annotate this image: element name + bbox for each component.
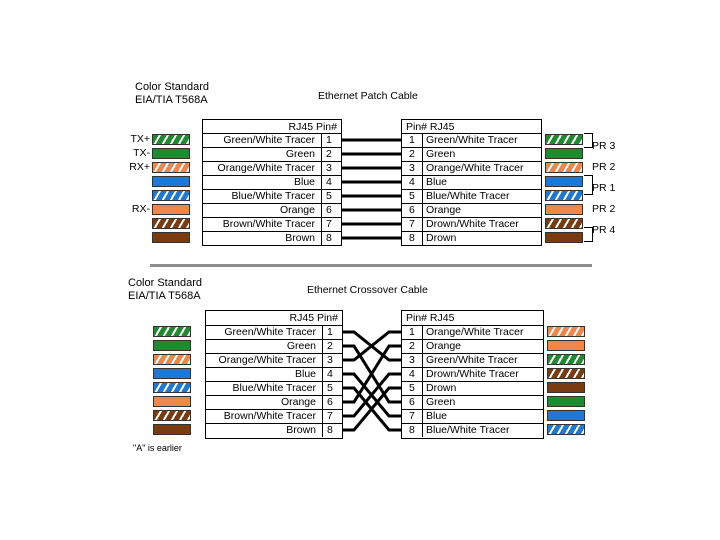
crossover-right-wire-label: Green/White Tracer (426, 354, 518, 366)
crossover-left-wire-label: Green/White Tracer (224, 326, 316, 338)
crossover-left-color-swatch (153, 396, 191, 407)
patch-standard-line2: EIA/TIA T568A (135, 94, 208, 106)
footnote: "A" is earlier (133, 443, 182, 453)
patch-right-color-swatch (545, 134, 583, 145)
crossover-left-wire-label: Blue (294, 368, 316, 380)
crossover-right-color-swatch (547, 340, 585, 351)
crossover-left-pin-number: 7 (327, 410, 333, 422)
signal-label: TX- (133, 147, 150, 159)
crossover-left-pin-number: 6 (327, 396, 333, 408)
crossover-right-color-swatch (547, 396, 585, 407)
patch-right-pin-number: 1 (409, 134, 415, 146)
patch-right-color-swatch (545, 204, 583, 215)
patch-right-pin-number: 2 (409, 148, 415, 160)
crossover-right-color-swatch (547, 424, 585, 435)
patch-left-pin-number: 4 (326, 176, 332, 188)
crossover-right-color-swatch (547, 326, 585, 337)
crossover-left-color-swatch (153, 354, 191, 365)
patch-right-pin-number: 5 (409, 190, 415, 202)
patch-left-wire-label: Blue/White Tracer (231, 190, 315, 202)
patch-right-pin-number: 3 (409, 162, 415, 174)
patch-left-color-swatch (152, 176, 190, 187)
crossover-left-pin-number: 8 (327, 424, 333, 436)
patch-left-pin-number: 3 (326, 162, 332, 174)
crossover-left-header: RJ45 Pin# (289, 312, 338, 324)
crossover-standard-line1: Color Standard (128, 277, 202, 289)
patch-right-wire-label: Green (426, 148, 456, 160)
crossover-right-color-swatch (547, 368, 585, 379)
patch-right-wire-label: Blue/White Tracer (426, 190, 510, 202)
crossover-left-color-swatch (153, 382, 191, 393)
crossover-right-wire-label: Orange/White Tracer (426, 326, 524, 338)
crossover-left-color-swatch (153, 326, 191, 337)
patch-right-color-swatch (545, 176, 583, 187)
patch-left-pin-number: 7 (326, 218, 332, 230)
signal-label: TX+ (130, 133, 150, 145)
patch-left-wire-label: Brown (285, 232, 315, 244)
patch-left-pin-number: 8 (326, 232, 332, 244)
crossover-left-color-swatch (153, 410, 191, 421)
crossover-left-wire-label: Green (286, 340, 316, 352)
signal-label: RX+ (129, 161, 150, 173)
patch-right-wire-label: Drown (426, 232, 457, 244)
patch-left-wire-label: Green (285, 148, 315, 160)
crossover-right-wire-label: Drown (426, 382, 457, 394)
crossover-left-pin-number: 3 (327, 354, 333, 366)
pair-label: PR 2 (592, 203, 616, 215)
patch-right-wire-label: Orange (426, 204, 462, 216)
crossover-right-color-swatch (547, 354, 585, 365)
crossover-left-pin-number: 2 (327, 340, 333, 352)
pair-label: PR 3 (592, 140, 616, 152)
patch-right-color-swatch (545, 190, 583, 201)
crossover-right-pin-number: 6 (409, 396, 415, 408)
patch-left-wire-label: Orange (279, 204, 315, 216)
crossover-right-pin-number: 8 (409, 424, 415, 436)
crossover-standard-line2: EIA/TIA T568A (128, 290, 201, 302)
patch-left-pin-number: 5 (326, 190, 332, 202)
patch-right-color-swatch (545, 148, 583, 159)
patch-right-header: Pin# RJ45 (406, 121, 455, 133)
patch-left-header: RJ45 Pin# (288, 121, 337, 133)
crossover-right-color-swatch (547, 410, 585, 421)
signal-label: RX- (131, 203, 150, 215)
patch-left-wire-label: Brown/White Tracer (222, 218, 315, 230)
patch-left-pin-number: 6 (326, 204, 332, 216)
patch-left-color-swatch (152, 148, 190, 159)
crossover-left-wire-label: Brown (286, 424, 316, 436)
patch-left-color-swatch (152, 162, 190, 173)
crossover-left-color-swatch (153, 368, 191, 379)
patch-right-color-swatch (545, 232, 583, 243)
patch-left-color-swatch (152, 232, 190, 243)
crossover-left-pin-number: 4 (327, 368, 333, 380)
crossover-right-pin-number: 7 (409, 410, 415, 422)
patch-right-color-swatch (545, 218, 583, 229)
patch-standard-line1: Color Standard (135, 81, 209, 93)
patch-title: Ethernet Patch Cable (318, 90, 418, 102)
patch-right-wire-label: Drown/White Tracer (426, 218, 519, 230)
crossover-left-pin-number: 5 (327, 382, 333, 394)
patch-left-color-swatch (152, 134, 190, 145)
crossover-left-wire-label: Orange (280, 396, 316, 408)
patch-right-wire-label: Orange/White Tracer (426, 162, 524, 174)
crossover-title: Ethernet Crossover Cable (307, 284, 428, 296)
patch-left-wire-label: Orange/White Tracer (217, 162, 315, 174)
patch-right-pin-number: 6 (409, 204, 415, 216)
crossover-right-wire-label: Green (426, 396, 456, 408)
patch-right-wire-label: Blue (426, 176, 448, 188)
crossover-right-pin-number: 3 (409, 354, 415, 366)
crossover-right-pin-number: 5 (409, 382, 415, 394)
patch-right-pin-number: 7 (409, 218, 415, 230)
patch-left-pin-number: 1 (326, 134, 332, 146)
crossover-left-pin-number: 1 (327, 326, 333, 338)
crossover-right-header: Pin# RJ45 (406, 312, 455, 324)
crossover-left-wire-label: Brown/White Tracer (223, 410, 316, 422)
crossover-right-color-swatch (547, 382, 585, 393)
crossover-right-wire-label: Blue (426, 410, 448, 422)
crossover-right-pin-number: 2 (409, 340, 415, 352)
patch-left-color-swatch (152, 204, 190, 215)
patch-right-pin-number: 8 (409, 232, 415, 244)
crossover-right-pin-number: 1 (409, 326, 415, 338)
patch-left-color-swatch (152, 218, 190, 229)
patch-left-color-swatch (152, 190, 190, 201)
pair-label: PR 1 (592, 182, 616, 194)
patch-left-pin-number: 2 (326, 148, 332, 160)
patch-right-wire-label: Green/White Tracer (426, 134, 518, 146)
crossover-right-wire-label: Blue/White Tracer (426, 424, 510, 436)
crossover-left-color-swatch (153, 424, 191, 435)
pair-label: PR 4 (592, 224, 616, 236)
patch-right-color-swatch (545, 162, 583, 173)
patch-left-wire-label: Green/White Tracer (223, 134, 315, 146)
crossover-right-wire-label: Orange (426, 340, 462, 352)
crossover-right-pin-number: 4 (409, 368, 415, 380)
crossover-left-wire-label: Orange/White Tracer (218, 354, 316, 366)
patch-left-wire-label: Blue (293, 176, 315, 188)
patch-right-pin-number: 4 (409, 176, 415, 188)
pair-label: PR 2 (592, 161, 616, 173)
crossover-left-wire-label: Blue/White Tracer (232, 382, 316, 394)
crossover-right-wire-label: Drown/White Tracer (426, 368, 519, 380)
crossover-left-color-swatch (153, 340, 191, 351)
